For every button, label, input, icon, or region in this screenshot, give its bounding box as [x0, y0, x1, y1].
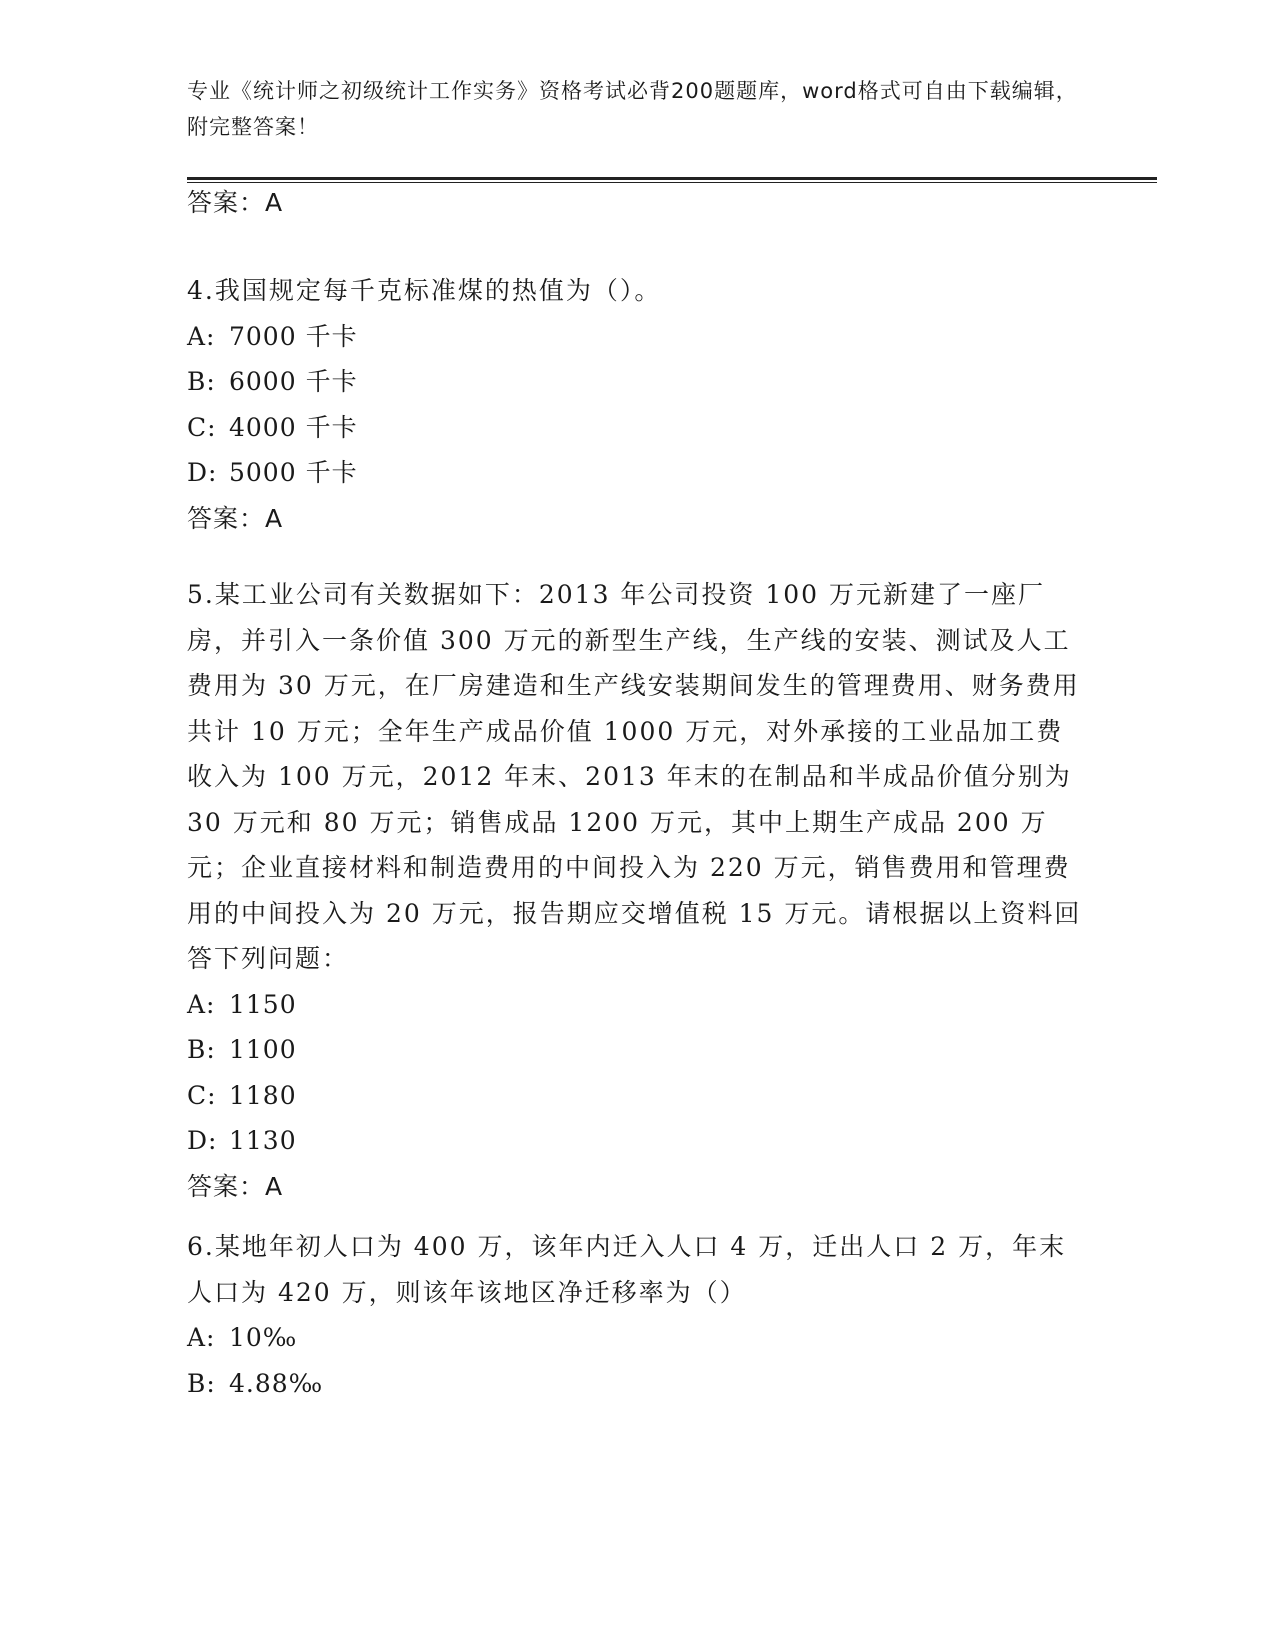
- question-text: 6.某地年初人口为 400 万，该年内迁入人口 4 万，迁出人口 2 万，年末人口为 420 万，则该年该地区净迁移率为（）: [187, 1232, 1067, 1307]
- option-a: A: 1150: [187, 989, 297, 1019]
- option-b: B: 1100: [187, 1035, 297, 1064]
- question-5: [187, 572, 1087, 1210]
- question-6: [187, 1224, 1087, 1406]
- answer-line: 答案：A: [187, 1171, 284, 1201]
- question-text: 4.我国规定每千克标准煤的热值为（）。: [187, 276, 662, 305]
- answer-line: 答案：A: [187, 188, 284, 217]
- option-b: B: 4.88‰: [187, 1368, 324, 1398]
- option-d: D: 5000 千卡: [187, 458, 358, 487]
- option-a: A: 10‰: [187, 1323, 298, 1352]
- option-b: B: 6000 千卡: [187, 367, 358, 396]
- answer-line: 答案：A: [187, 503, 284, 533]
- option-a: A: 7000 千卡: [187, 321, 358, 351]
- option-c: C: 1180: [187, 1080, 297, 1110]
- question-4: [187, 268, 1087, 542]
- question-text: 5.某工业公司有关数据如下：2013 年公司投资 100 万元新建了一座厂房，并引入一条价值 300 万元的新型生产线，生产线的安装、测试及人工费用为 30 万元，在厂房建造和生产线安装期间发生的管理费用、财务费用共计 10 万元；全年生产成品价值 1000 万元，对外承接的工业品加工费收入为 100 万元，2012 年末、2013 年末的在制品和半成品价值分别为 30 万元和 80 万元；销售成品 1200 万元，其中上期生产成品 200 万元；企业直接材料和制造费用的中间投入为 220 万元，销售费用和管理费用的中间投入为 20 万元，报告期应交增值税 15 万元。请根据以上资料回答下列问题：: [187, 580, 1082, 973]
- page-header: 专业《统计师之初级统计工作实务》资格考试必背200题题库，word格式可自由下载编辑，附完整答案！: [187, 79, 1078, 139]
- option-d: D: 1130: [187, 1126, 297, 1155]
- option-c: C: 4000 千卡: [187, 412, 358, 442]
